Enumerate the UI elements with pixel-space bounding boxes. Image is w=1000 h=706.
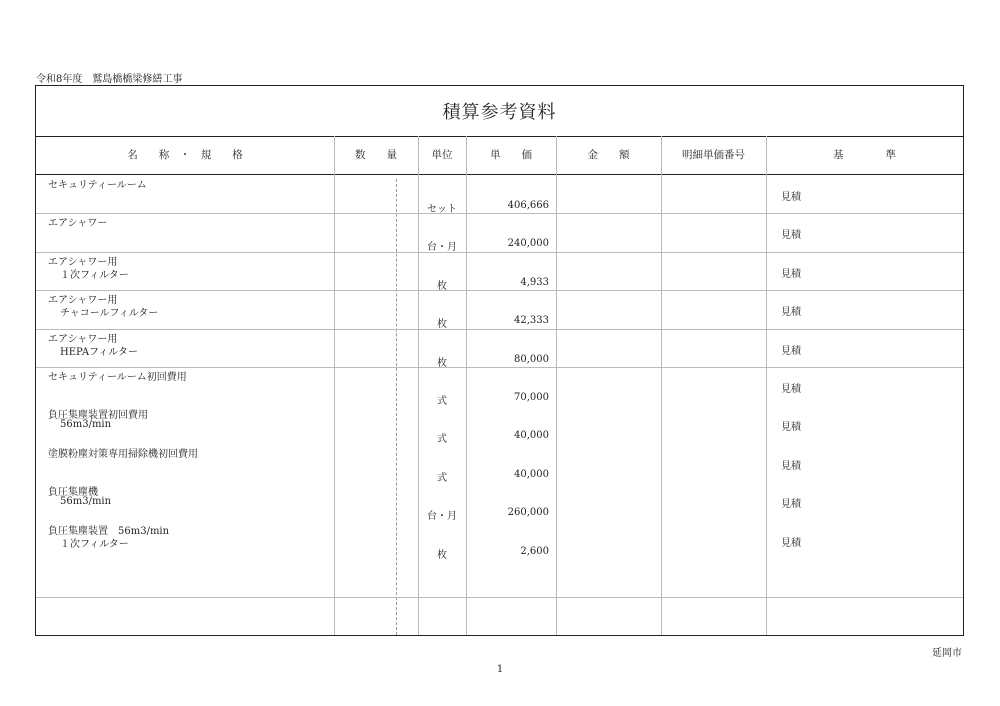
project-name: 令和8年度 鷲島橋橋梁修繕工事 [36, 74, 183, 85]
item-unit-price: 70,000 [514, 392, 549, 403]
item-name: 塗膜粉塵対策専用掃除機初回費用 [48, 448, 198, 460]
estimate-sheet [35, 85, 964, 636]
col-qty-header: 数 量 [355, 149, 397, 161]
item-name: エアシャワー [48, 218, 108, 230]
col-basis-header: 基 準 [833, 149, 896, 161]
item-basis: 見積 [781, 499, 801, 511]
qty-split-divider [396, 179, 397, 635]
row-divider [36, 213, 963, 214]
item-spec: １次フィルター [60, 269, 129, 281]
item-name: セキュリティールーム [48, 180, 147, 191]
col-detail-no-header: 明細単価番号 [682, 149, 745, 161]
row-divider [36, 290, 963, 291]
col-name-header: 名 称 ・ 規 格 [127, 149, 243, 161]
item-unit: 枚 [437, 549, 447, 561]
item-name: 負圧集塵装置 56m3/min [48, 525, 170, 537]
item-spec: チャコールフィルター [60, 308, 159, 320]
col-divider [466, 136, 467, 635]
row-divider [36, 597, 963, 598]
row-divider [36, 252, 963, 253]
item-name: エアシャワー用 [48, 256, 118, 268]
item-spec: 56m3/min [60, 496, 112, 508]
column-header-row [36, 136, 963, 175]
item-basis: 見積 [781, 268, 801, 280]
item-name: エアシャワー用 [48, 333, 118, 345]
item-unit: 式 [437, 434, 447, 446]
item-basis: 見積 [781, 307, 801, 319]
item-name: エアシャワー用 [48, 295, 118, 307]
item-unit-price: 42,333 [514, 315, 549, 327]
item-name: 負圧集塵機 [48, 487, 98, 499]
row-divider [36, 329, 963, 330]
col-divider [661, 136, 662, 635]
item-unit: 式 [437, 396, 447, 407]
item-unit: 枚 [437, 319, 447, 331]
item-unit-price: 406,666 [507, 200, 549, 211]
col-price-header: 単 価 [490, 149, 532, 161]
item-unit-price: 4,933 [520, 276, 549, 288]
item-basis: 見積 [781, 230, 801, 242]
item-unit: 枚 [437, 280, 447, 292]
item-unit-price: 260,000 [507, 507, 549, 519]
title-row [36, 86, 963, 137]
col-amount-header: 金 額 [587, 149, 630, 161]
item-unit-price: 240,000 [507, 238, 549, 250]
item-unit: 式 [437, 472, 447, 484]
item-basis: 見積 [781, 460, 801, 472]
city-name: 延岡市 [932, 648, 962, 659]
item-name: 負圧集塵装置初回費用 [48, 410, 148, 422]
item-unit: 台・月 [427, 242, 457, 254]
col-divider [556, 136, 557, 635]
item-unit: 枚 [437, 357, 447, 369]
item-unit: 台・月 [427, 511, 457, 523]
item-unit-price: 40,000 [514, 430, 549, 442]
item-spec: HEPAフィルター [60, 346, 138, 358]
page-title: 積算参考資料 [442, 102, 557, 123]
item-basis: 見積 [781, 537, 801, 549]
col-divider [766, 136, 767, 635]
item-unit: セット [427, 204, 457, 215]
item-basis: 見積 [781, 345, 801, 357]
item-basis: 見積 [781, 192, 801, 203]
col-divider [334, 136, 335, 635]
item-unit-price: 80,000 [514, 353, 549, 365]
item-spec: １次フィルター [60, 538, 129, 550]
item-unit-price: 2,600 [520, 545, 549, 557]
item-unit-price: 40,000 [514, 468, 549, 480]
item-spec: 56m3/min [60, 419, 112, 431]
col-unit-header: 単位 [431, 149, 453, 161]
page-number: 1 [496, 664, 504, 675]
item-basis: 見積 [781, 384, 801, 395]
item-name: セキュリティールーム初回費用 [48, 372, 187, 383]
item-basis: 見積 [781, 422, 801, 434]
